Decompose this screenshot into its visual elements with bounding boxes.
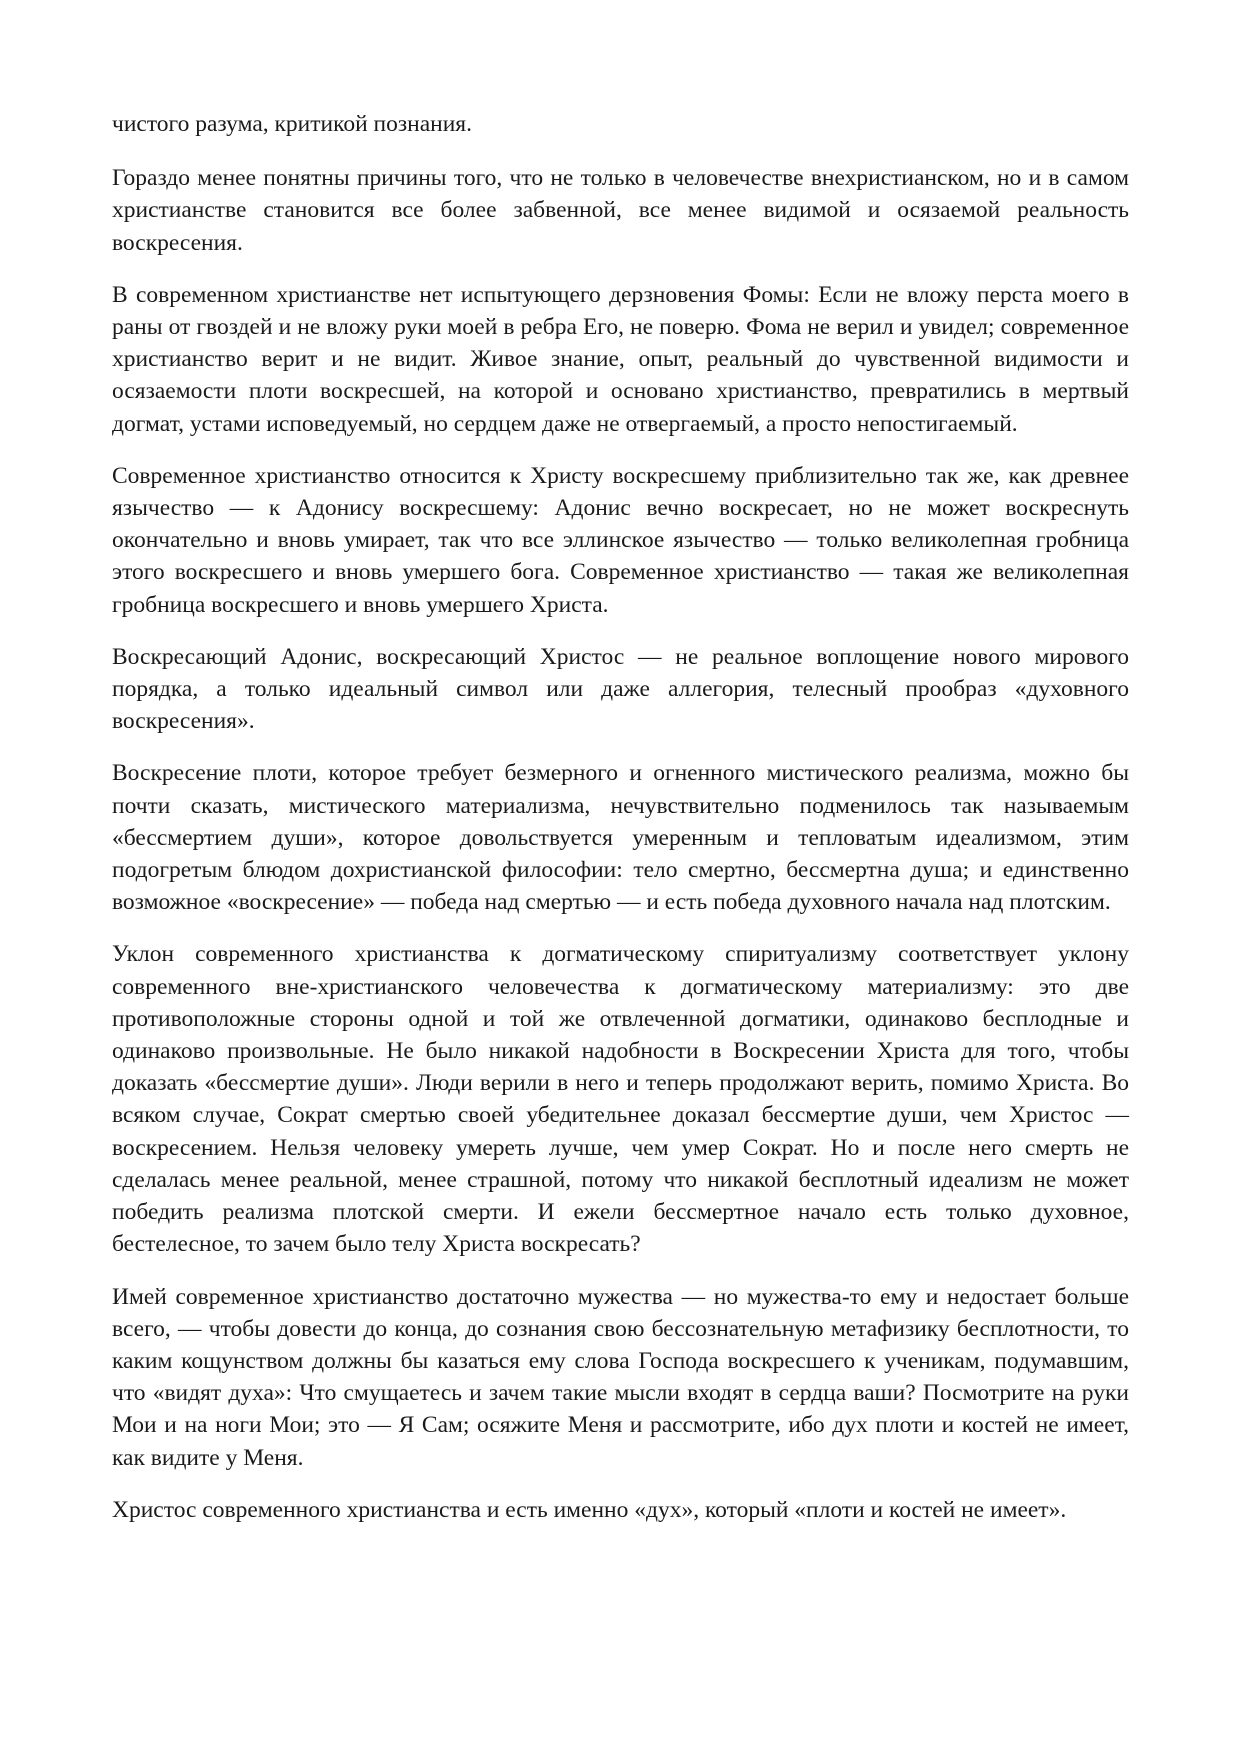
- paragraph-8: Имей современное христианство достаточно мужества — но мужества-то ему и недостает больше всего, — чтобы довести до конца, до сознания свою бессознательную метафизику бесплотности, то каким кощунством должны бы казаться ему слова Господа воскресшего к ученикам, подумавшим, что «видят духа»: Что смущаетесь и зачем такие мысли входят в сердца ваши? Посмотрите на руки Мои и на ноги Мои; это — Я Сам; осяжите Меня и рассмотрите, ибо дух плоти и костей не имеет, как видите у Меня.: [112, 1283, 1129, 1471]
- paragraph-7: Уклон современного христианства к догматическому спиритуализму соответствует уклону современного вне-христианского человечества к догматическому материализму: это две противоположные стороны одной и той же отвлеченной догматики, одинаково бесплодные и одинаково произвольные. Не было никакой надобности в Воскресении Христа для того, чтобы доказать «бессмертие души». Люди верили в него и теперь продолжают верить, помимо Христа. Во всяком случае, Сократ смертью своей убедительнее доказал бессмертие души, чем Христос — воскресением. Нельзя человеку умереть лучше, чем умер Сократ. Но и после него смерть не сделалась менее реальной, менее страшной, потому что никакой бесплотный идеализм не может победить реализма плотской смерти. И ежели бессмертное начало есть только духовное, бестелесное, то зачем было телу Христа воскресать?: [112, 941, 1129, 1258]
- paragraph-5: Воскресающий Адонис, воскресающий Христос — не реальное воплощение нового мирового порядка, а только идеальный символ или даже аллегория, телесный прообраз «духовного воскресения».: [112, 643, 1129, 735]
- document-page: [112, 108, 1129, 1526]
- paragraph-9: Христос современного христианства и есть именно «дух», который «плоти и костей не имеет».: [112, 1496, 1067, 1523]
- paragraph-4: Современное христианство относится к Христу воскресшему приблизительно так же, как древнее язычество — к Адонису воскресшему: Адонис вечно воскресает, но не может воскреснуть окончательно и вновь умирает, так что все эллинское язычество — только великолепная гробница этого воскресшего и вновь умершего бога. Современное христианство — такая же великолепная гробница воскресшего и вновь умершего Христа.: [112, 462, 1129, 618]
- paragraph-6: Воскресение плоти, которое требует безмерного и огненного мистического реализма, можно бы почти сказать, мистического материализма, нечувствительно подменилось так называемым «бессмертием души», которое довольствуется умеренным и тепловатым идеализмом, этим подогретым блюдом дохристианской философии: тело смертно, бессмертна душа; и единственно возможное «воскресение» — победа над смертью — и есть победа духовного начала над плотским.: [112, 760, 1129, 916]
- paragraph-3: В современном христианстве нет испытующего дерзновения Фомы: Если не вложу перста моего в раны от гвоздей и не вложу руки моей в ребра Его, не поверю. Фома не верил и увидел; современное христианство верит и не видит. Живое знание, опыт, реальный до чувственной видимости и осязаемости плоти воскресшей, на которой и основано христианство, превратились в мертвый догмат, устами исповедуемый, но сердцем даже не отвергаемый, а просто непостигаемый.: [112, 281, 1129, 437]
- paragraph-1: чистого разума, критикой познания.: [112, 111, 472, 137]
- paragraph-2: Гораздо менее понятны причины того, что не только в человечестве внехристианском, но и в самом христианстве становится все более забвенной, все менее видимой и осязаемой реальность воскресения.: [112, 165, 1129, 256]
